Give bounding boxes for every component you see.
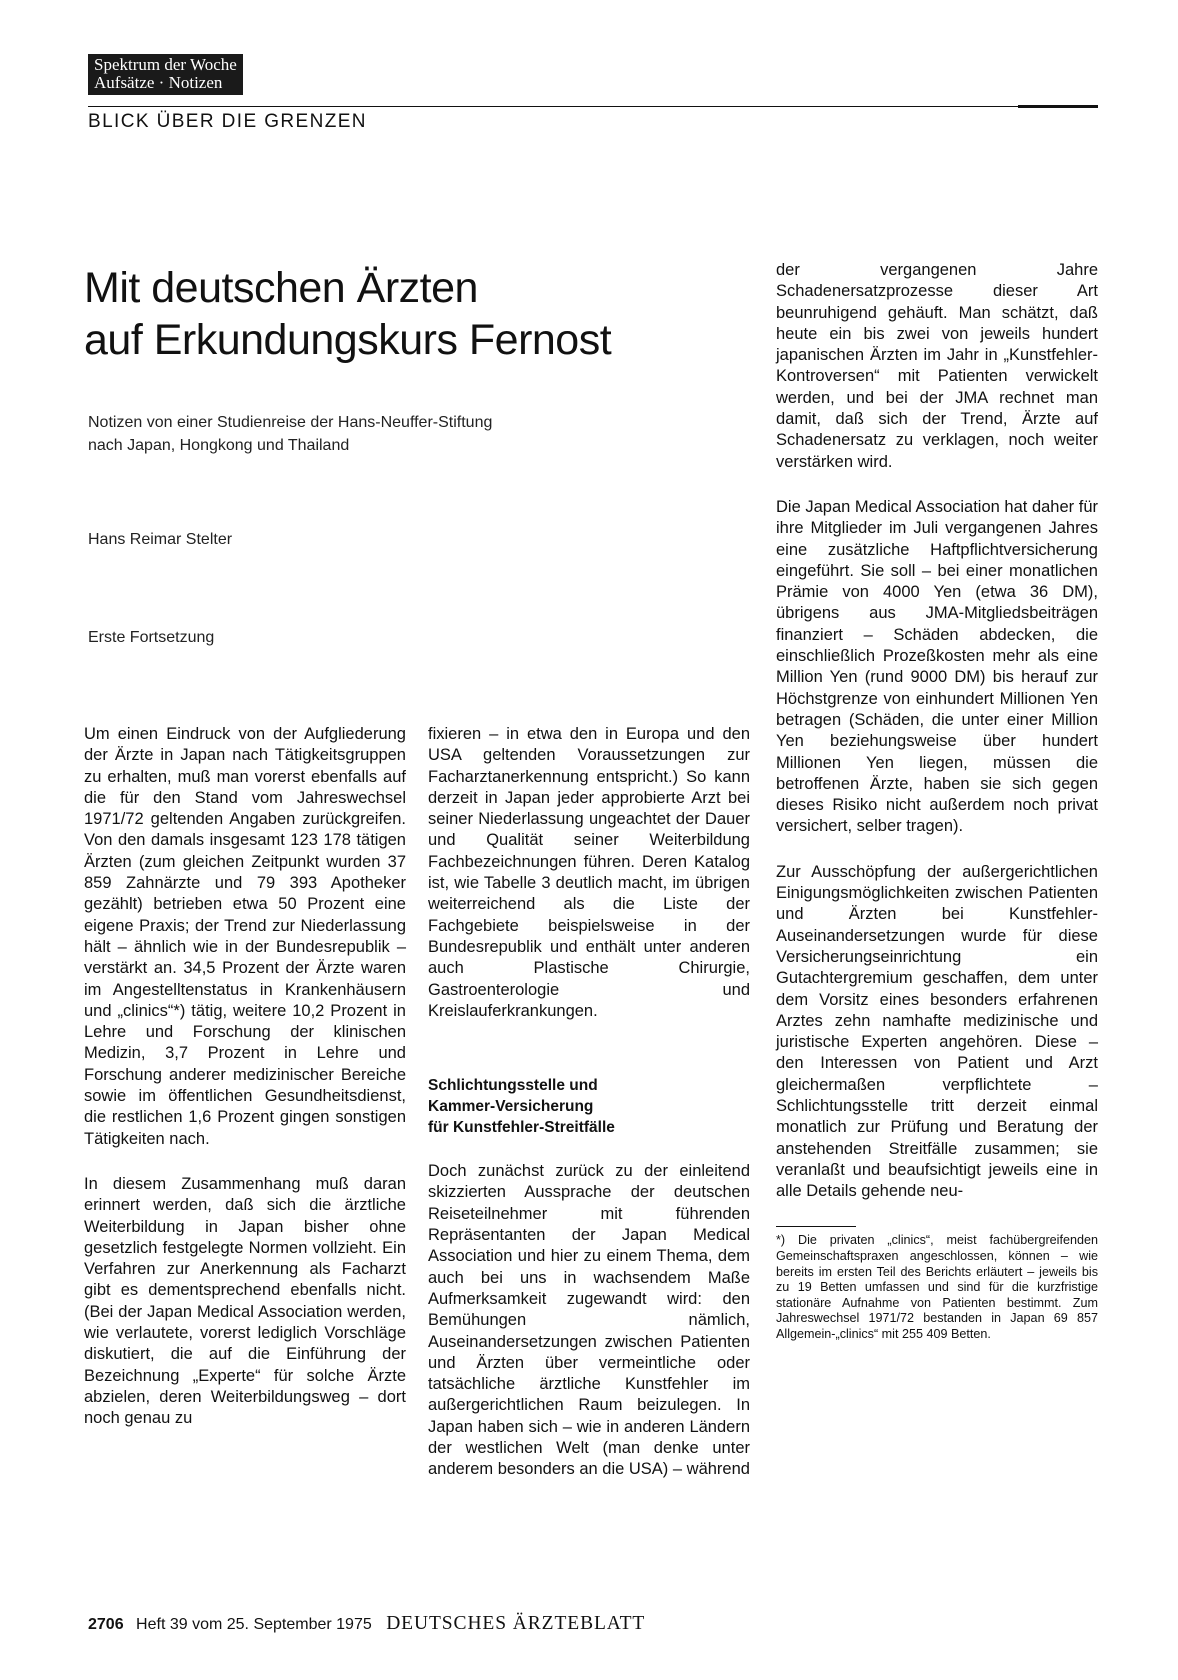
text-column-3 xyxy=(776,260,1098,1343)
article-author: Hans Reimar Stelter xyxy=(88,531,233,548)
section-subheading xyxy=(428,1075,750,1138)
subheading-line3: für Kunstfehler-Streitfälle xyxy=(428,1119,615,1137)
article-title xyxy=(84,262,704,366)
footnote: *) Die privaten „clinics“, meist fachübergreifenden Gemeinschaftspraxen angeschlossen, können – wie bereits im ersten Teil des Berichts erläutert – jeweils bis zu 19 Betten umfassen und sind für die kurzfristige stationäre Aufnahme von Patienten bestimmt. Zum Jahreswechsel 1971/72 bestanden in Japan 69 857 Allgemein-„clinics“ mit 255 409 Betten. xyxy=(776,1233,1098,1342)
section-badge xyxy=(88,54,243,95)
article-subtitle-line1: Notizen von einer Studienreise der Hans-Neuffer-Stiftung xyxy=(88,414,493,431)
paragraph: der vergangenen Jahre Schadenersatzprozesse dieser Art beunruhigend gehäuft. Man schätzt, daß heute ein bis zwei von jeweils hundert japanischen Ärzten im Jahr in „Kunstfehler-Kontroversen“ mit Patienten verwickelt werden, und bei der JMA rechnet man damit, daß sich der Trend, Ärzte auf Schadenersatz zu verklagen, noch weiter verstärken wird. xyxy=(776,261,1098,471)
subheading-line2: Kammer-Versicherung xyxy=(428,1098,594,1116)
footnote-rule xyxy=(776,1226,856,1227)
article-subtitle-line2: nach Japan, Hongkong und Thailand xyxy=(88,437,350,454)
continuation-note: Erste Fortsetzung xyxy=(88,629,215,646)
paragraph: Zur Ausschöpfung der außergerichtlichen Einigungsmöglichkeiten zwischen Patienten und Ärzten bei Kunstfehler-Auseinandersetzungen wurde für diese Versicherungseinrichtung ein Gutachtergremium geschaffen, dem unter dem Vorsitz eines besonders erfahrenen Arztes zehn namhafte medizinische und juristische Experten angehören. Diese – den Interessen von Patient und Arzt gleichermaßen verpflichtete – Schlichtungsstelle tritt derzeit einmal monatlich zur Prüfung und Beratung der anstehenden Streitfälle zusammen; sie veranlaßt und beaufsichtigt jeweils eine in alle Details gehende neu- xyxy=(776,862,1098,1201)
paragraph: fixieren – in etwa den in Europa und den USA geltenden Voraussetzungen zur Facharztanerkennung entspricht.) So kann derzeit in Japan jeder approbierte Arzt bei seiner Niederlassung ungeachtet der Dauer und Qualität seiner Weiterbildung Fachbezeichnungen führen. Deren Katalog ist, wie Tabelle 3 deutlich macht, im übrigen weiterreichend als die Liste der Fachgebiete beispielsweise in der Bundesrepublik und enthält unter anderen auch Plastische Chirurgie, Gastroenterologie und Kreislauferkrankungen. xyxy=(428,725,750,1020)
section-kicker: BLICK ÜBER DIE GRENZEN xyxy=(88,111,367,132)
header-rule-accent xyxy=(1018,105,1098,108)
paragraph: Um einen Eindruck von der Aufgliederung der Ärzte in Japan nach Tätigkeitsgruppen zu erhalten, muß man vorerst ebenfalls auf die für den Stand vom Jahreswechsel 1971/72 geltenden Angaben zurückgreifen. Von den damals insgesamt 123 178 tätigen Ärzten (zum gleichen Zeitpunkt wurden 37 859 Zahnärzte und 79 393 Apotheker gezählt) betrieben etwa 50 Prozent eine eigene Praxis; der Trend zur Niederlassung hält – ähnlich wie in der Bundesrepublik – verstärkt an. 34,5 Prozent der Ärzte waren im Angestelltenstatus in Krankenhäusern und „clinics“*) tätig, weitere 10,2 Prozent in Lehre und Forschung der klinischen Medizin, 3,7 Prozent in Lehre und Forschung anderer medizinischer Bereiche sowie im öffentlichen Gesundheitsdienst, die restlichen 1,6 Prozent gingen sonstigen Tätigkeiten nach. xyxy=(84,725,406,1148)
header-rule xyxy=(88,106,1098,107)
issue-info: Heft 39 vom 25. September 1975 xyxy=(136,1616,372,1633)
paragraph: Die Japan Medical Association hat daher für ihre Mitglieder im Juli vergangenen Jahres eine zusätzliche Haftpflichtversicherung eingeführt. Sie soll – bei einer monatlichen Prämie von 4000 Yen (etwa 36 DM), übrigens aus JMA-Mitgliedsbeiträgen finanziert – Schäden abdecken, die einschließlich Prozeßkosten mehr als eine Million Yen (rund 9000 DM) bis herauf zur Höchstgrenze von einhundert Millionen Yen betragen (Schäden, die unter einer Million Yen beziehungsweise über hundert Millionen Yen liegen, müssen die betroffenen Ärzte, haben sie sich gegen dieses Risiko nicht außerdem noch privat versichert, selber tragen). xyxy=(776,497,1098,836)
page-footer xyxy=(88,1613,645,1635)
subheading-line1: Schlichtungsstelle und xyxy=(428,1077,598,1095)
paragraph: Doch zunächst zurück zu der einleitend skizzierten Aussprache der deutschen Reiseteilnehmer mit führenden Repräsentanten der Japan Medical Association und hier zu einem Thema, dem auch bei uns in wachsendem Maße Aufmerksamkeit zugewandt wird: den Bemühungen nämlich, Auseinandersetzungen zwischen Patienten und Ärzten über vermeintliche oder tatsächliche ärztliche Kunstfehler im außergerichtlichen Raum beizulegen. In Japan haben sich – wie in anderen Ländern der westlichen Welt (man denke unter anderem besonders an die USA) – während xyxy=(428,1162,750,1479)
page-number: 2706 xyxy=(88,1616,124,1633)
article-subtitle xyxy=(88,411,628,457)
section-label-line1: Spektrum der Woche xyxy=(94,55,237,74)
paragraph: In diesem Zusammenhang muß daran erinnert werden, daß sich die ärztliche Weiterbildung in Japan bisher ohne gesetzlich festgelegte Normen vollzieht. Ein Verfahren zur Anerkennung als Facharzt gibt es dementsprechend ebenfalls nicht. (Bei der Japan Medical Association werden, wie verlautete, vorerst lediglich Vorschläge diskutiert, die auf die Einführung der Bezeichnung „Experte“ für solche Ärzte abzielen, deren Weiterbildungsweg – dort noch genau zu xyxy=(84,1174,406,1428)
journal-name: DEUTSCHES ÄRZTEBLATT xyxy=(386,1613,646,1634)
article-title-line2: auf Erkundungskurs Fernost xyxy=(84,316,612,364)
article-title-line1: Mit deutschen Ärzten xyxy=(84,264,478,312)
section-label-line2: Aufsätze · Notizen xyxy=(94,73,223,92)
text-column-2 xyxy=(428,724,750,1505)
text-column-1 xyxy=(84,724,406,1454)
